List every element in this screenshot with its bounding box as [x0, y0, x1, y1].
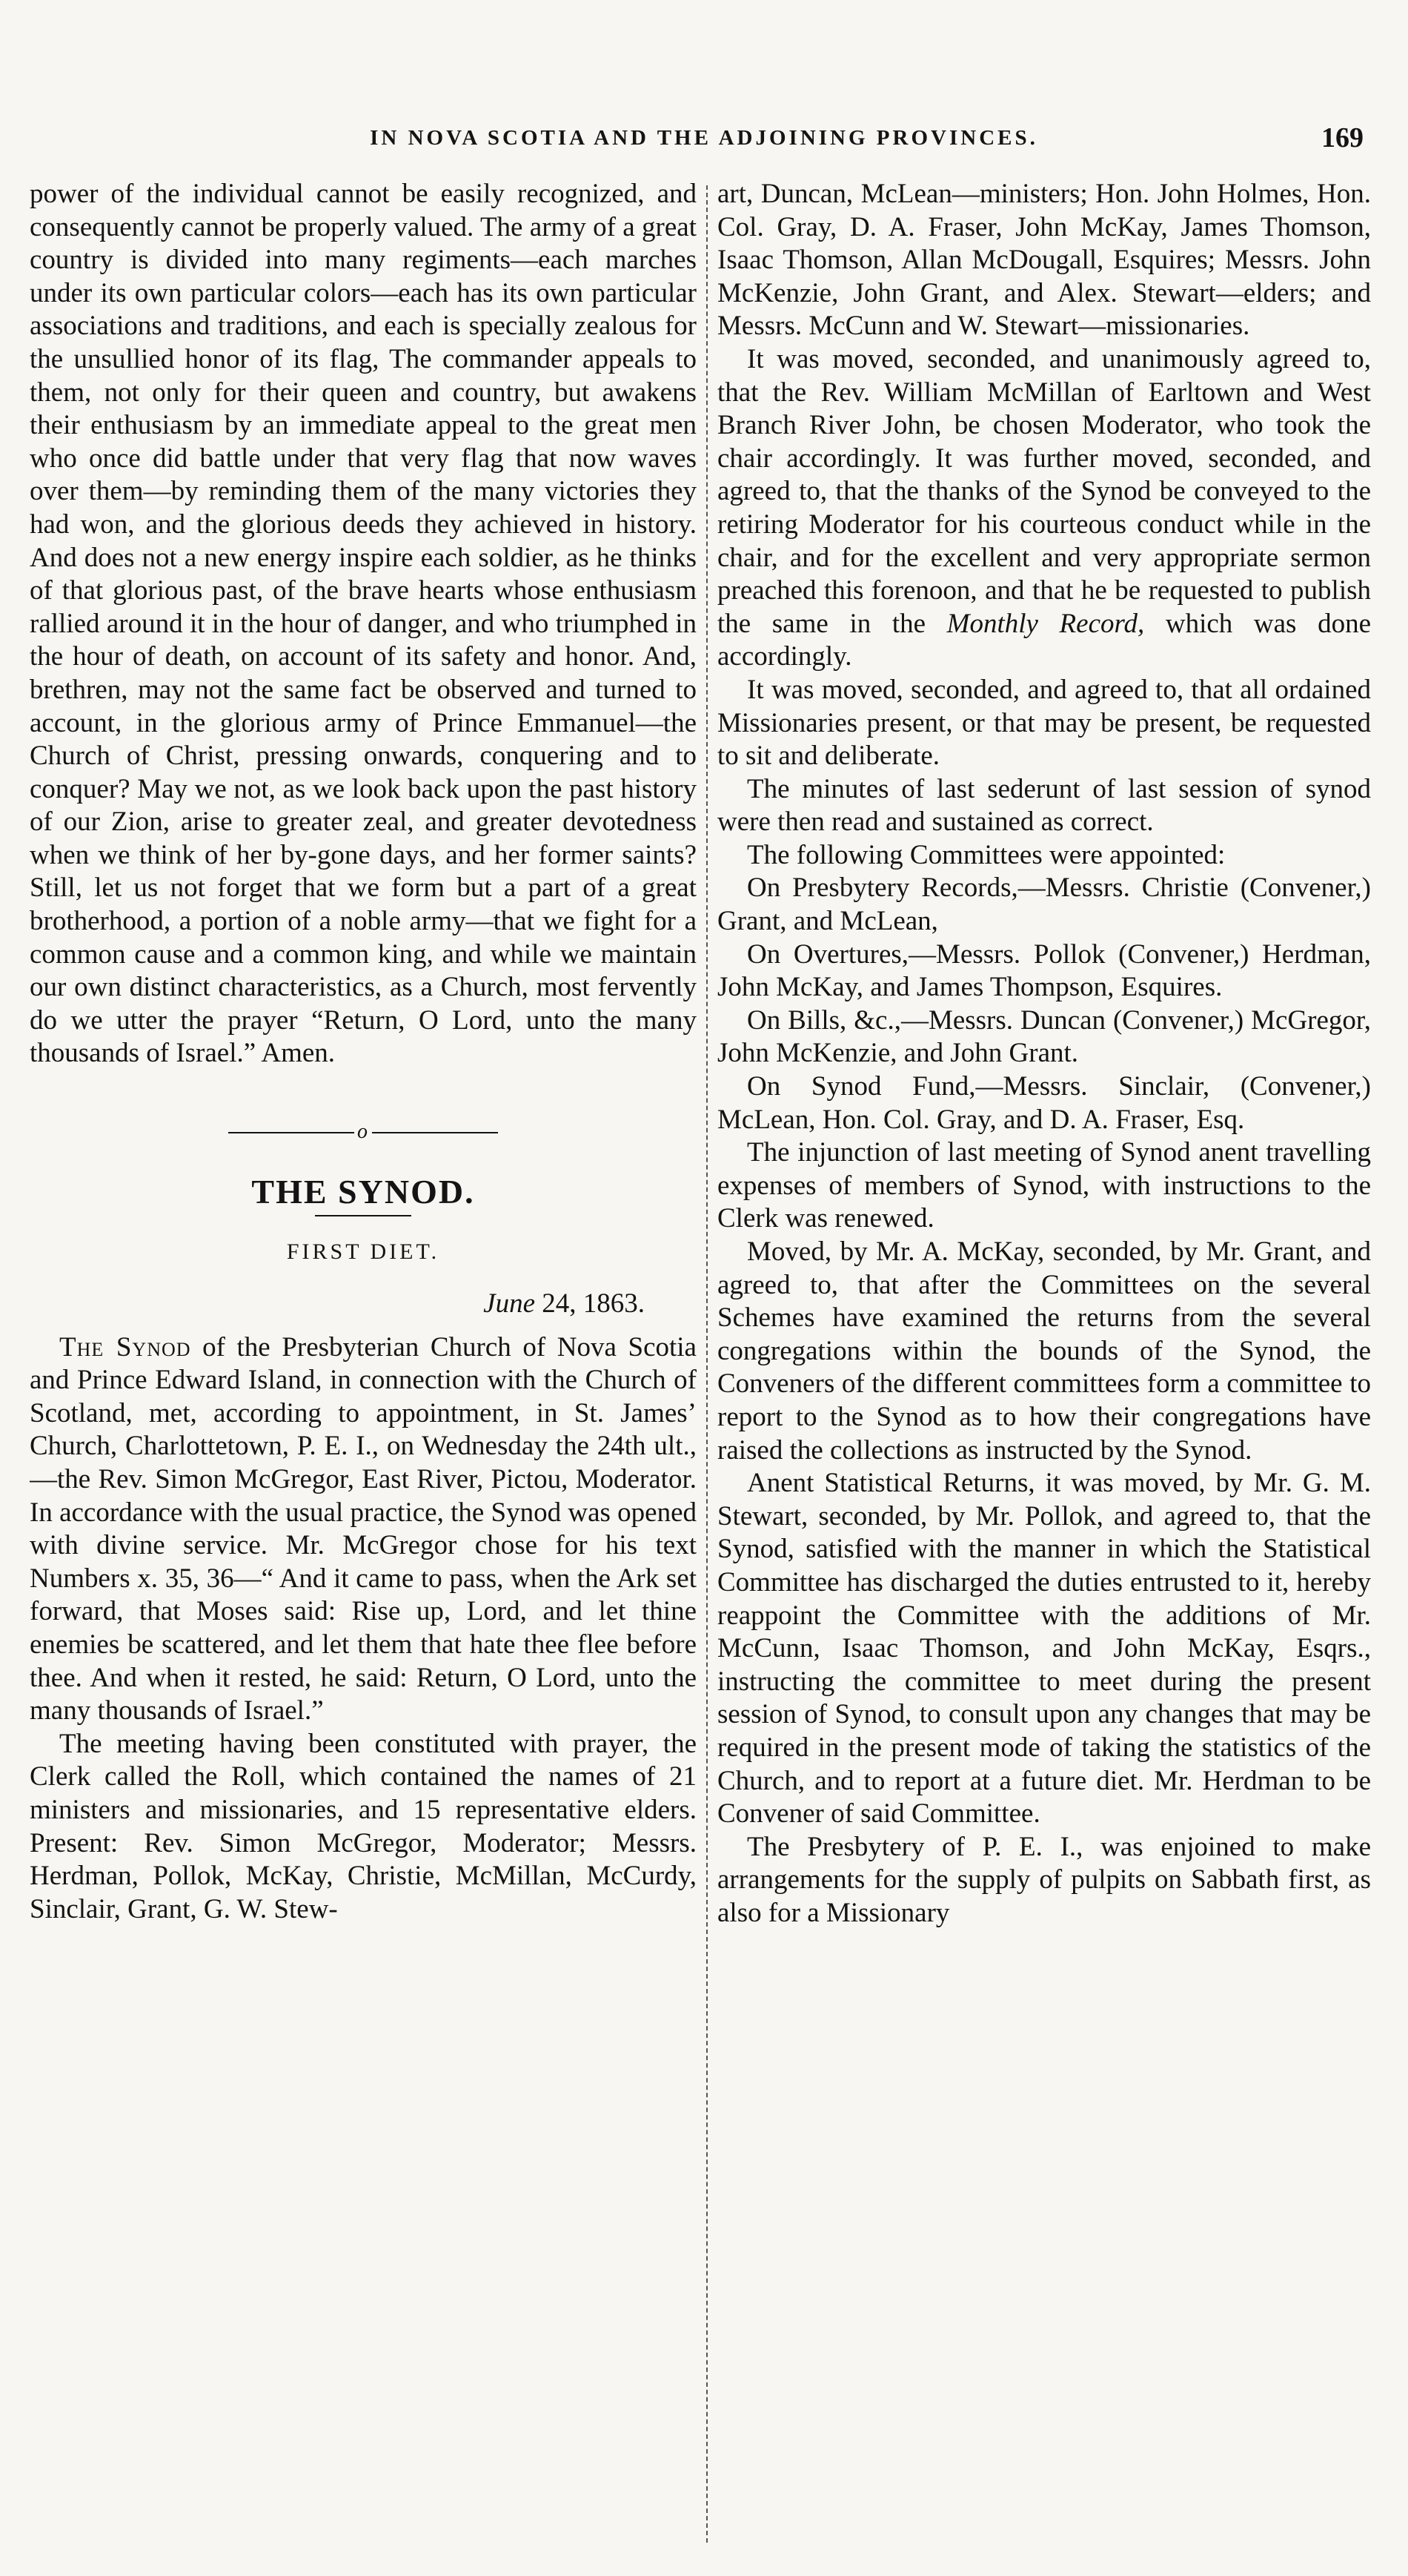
monthly-record-title: Monthly Record,: [946, 608, 1145, 639]
sermon-conclusion-paragraph: power of the individual cannot be easily recognized, and consequently cannot be properly valued. The army of a great country is divided into many regiments—each marches under its own particular colors—each has its own particular associations and traditions, and each is specially zealous for the unsullied honor of its flag, The commander appeals to them, not only for their queen and country, but awakens their enthusiasm by an immediate appeal to the great men who once did battle under that very flag that now waves over them—by reminding them of the many victories they had won, and the glorious deeds they achieved in history. And does not a new energy inspire each soldier, as he thinks of that glorious past, of the brave hearts whose enthusiasm rallied around it in the hour of danger, and who triumphed in the hour of death, on account of its safety and honor. And, brethren, may not the same fact be observed and turned to account, in the glorious army of Prince Emmanuel—the Church of Christ, pressing onwards, conquering and to conquer? May we not, as we look back upon the past history of our Zion, arise to greater zeal, and greater devotedness when we think of her by-gone days, and her former saints? Still, let us not forget that we form but a part of a great brotherhood, a portion of a noble army—that we fight for a common cause and a common king, and while we maintain our own distinct characteristics, as a Church, most fervently do we utter the prayer “Return, O Lord, unto the many thousands of Israel.” Amen.: [30, 179, 697, 1069]
committee-bills: On Bills, &c.,—Messrs. Duncan (Convener,) McGregor, John McKenzie, and John Grant.: [717, 1004, 1371, 1069]
right-column: [717, 178, 1371, 2557]
roll-call-paragraph: The meeting having been constituted with prayer, the Clerk called the Roll, which contained the names of 21 ministers and missionaries, and 15 representative elders. Present: Rev. Simon McGregor, Moderator; Messrs. Herdman, Pollok, McKay, Christie, McMillan, McCurdy, Sinclair, Grant, G. W. Stew-: [30, 1728, 697, 1924]
running-title: IN NOVA SCOTIA AND THE ADJOINING PROVINCES.: [370, 126, 1038, 150]
statistical-returns-paragraph: Anent Statistical Returns, it was moved, by Mr. G. M. Stewart, seconded, by Mr. Pollok, and agreed to, that the Synod, satisfied with the manner in which the Statistical Committee has discharged the duties entrusted to it, hereby reappoint the Committee with the additions of Mr. McCunn, Isaac Thomson, and John McKay, Esqrs., instructing the committee to meet during the present session of Synod, to consult upon any changes that may be required in the present mode of taking the statistics of the Church, and to report at a future diet. Mr. Herdman to be Convener of said Committee.: [717, 1468, 1371, 1830]
column-divider: [706, 185, 708, 2543]
moderator-election-paragraph: [717, 343, 1371, 674]
travelling-expenses-paragraph: The injunction of last meeting of Synod anent travelling expenses of members of Synod, with instructions to the Clerk was renewed.: [717, 1137, 1371, 1234]
opening-paragraph-text: of the Presbyterian Church of Nova Scotia and Prince Edward Island, in connection with the Church of Scotland, met, according to appointment, in St. James’ Church, Charlottetown, P. E. I., on Wednesday the 24th ult.,—the Rev. Simon McGregor, East River, Pictou, Moderator. In accordance with the usual practice, the Synod was opened with divine service. Mr. McGregor chose for his text Numbers x. 35, 36—“ And it came to pass, when the Ark set forward, that Moses said: Rise up, Lord, and let thine enemies be scattered, and let them that hate thee flee before thee. And when it rested, he said: Return, O Lord, unto the many thousands of Israel.”: [30, 1331, 697, 1726]
minutes-paragraph: The minutes of last sederunt of last session of synod were then read and sustained as correct.: [717, 773, 1371, 838]
committee-synod-fund: On Synod Fund,—Messrs. Sinclair, (Convener,) McLean, Hon. Col. Gray, and D. A. Fraser, Esq.: [717, 1071, 1371, 1135]
committee-overtures: On Overtures,—Messrs. Pollok (Convener,) Herdman, John McKay, and James Thompson, Esquires.: [717, 938, 1371, 1003]
section-ornament: [30, 1115, 697, 1149]
lead-small-caps: The Synod: [59, 1331, 191, 1363]
committee-presbytery-records: On Presbytery Records,—Messrs. Christie (Convener,) Grant, and McLean,: [717, 873, 1371, 937]
diet-subheading: FIRST DIET.: [286, 1239, 440, 1264]
missionaries-paragraph: It was moved, seconded, and agreed to, that all ordained Missionaries present, or that may be present, be requested to sit and deliberate.: [717, 674, 1371, 772]
ornament-rule-left: [228, 1132, 354, 1133]
section-title: THE SYNOD.: [251, 1172, 475, 1211]
moderator-text-b: which was done accordingly.: [717, 608, 1371, 672]
date-month: June: [483, 1288, 535, 1320]
running-head: [30, 122, 1378, 170]
members-continued-paragraph: art, Duncan, McLean—ministers; Hon. John Holmes, Hon. Col. Gray, D. A. Fraser, John McKay, James Thomson, Isaac Thomson, Allan McDougall, Esquires; Messrs. John McKenzie, John Grant, and Alex. Stewart—elders; and Messrs. McCunn and W. Stewart—missionaries.: [717, 179, 1371, 342]
dateline: [30, 1288, 697, 1321]
ornament-letter: o: [357, 1120, 369, 1144]
ornament-rule-right: [372, 1132, 498, 1133]
title-rule: [315, 1215, 411, 1216]
left-column: [30, 178, 697, 2557]
committees-intro: The following Committees were appointed:: [747, 839, 1226, 870]
moderator-text-a: It was moved, seconded, and unanimously agreed to, that the Rev. William McMillan of Earltown and West Branch River John, be chosen Moderator, who took the chair accordingly. It was further moved, seconded, and agreed to, that the thanks of the Synod be conveyed to the retiring Moderator for his courteous conduct while in the chair, and for the excellent and very appropriate sermon preached this forenoon, and that he be requested to publish the same in the: [717, 343, 1371, 639]
date-rest: 24, 1863.: [535, 1288, 645, 1320]
synod-opening-paragraph: [30, 1331, 697, 1728]
collections-motion-paragraph: Moved, by Mr. A. McKay, seconded, by Mr. Grant, and agreed to, that after the Committees on the several Schemes have examined the returns from the several congregations within the bounds of the Synod, the Conveners of the different committees form a committee to report to the Synod as to how their congregations have raised the collections as instructed by the Synod.: [717, 1236, 1371, 1466]
pulpit-supply-paragraph: The Presbytery of P. E. I., was enjoined to make arrangements for the supply of pulpits on Sabbath first, as also for a Missionary: [717, 1831, 1371, 1928]
page-number: 169: [1321, 122, 1364, 153]
